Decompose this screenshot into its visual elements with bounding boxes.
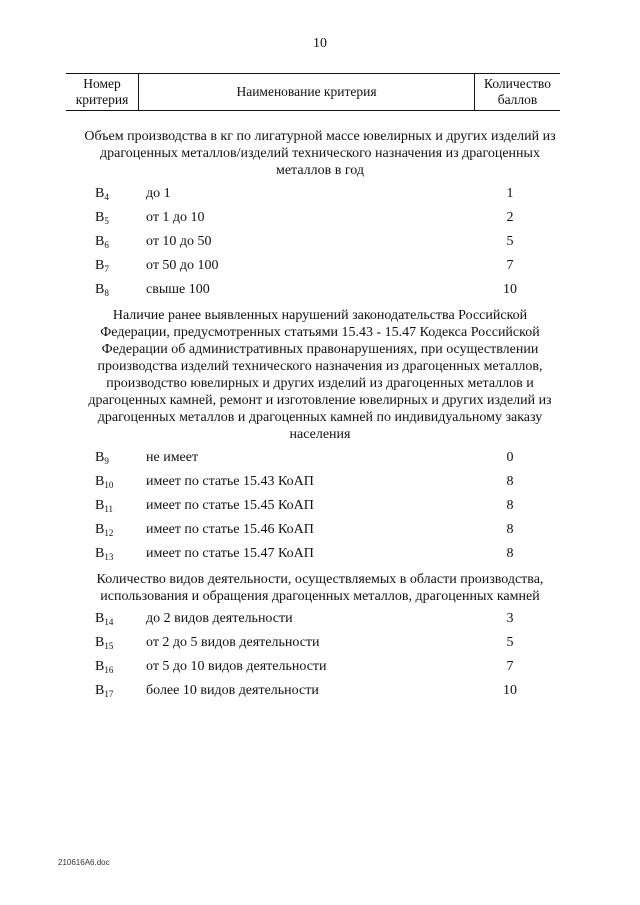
page-number: 10 xyxy=(313,36,327,51)
criterion-description: более 10 видов деятельности xyxy=(146,683,319,698)
criterion-code: $B_4$ xyxy=(95,186,109,202)
table-row xyxy=(0,234,640,252)
table-row xyxy=(0,450,640,468)
table-row xyxy=(0,611,640,629)
criterion-score: 7 xyxy=(506,258,514,273)
criterion-code: $B_{16}$ xyxy=(95,659,114,675)
criterion-code: $B_7$ xyxy=(95,258,109,274)
criterion-score: 10 xyxy=(503,282,517,297)
criterion-description: имеет по статье 15.45 КоАП xyxy=(146,498,314,513)
table-row xyxy=(0,659,640,677)
criterion-code: $B_{15}$ xyxy=(95,635,114,651)
criterion-score: 1 xyxy=(506,186,514,201)
table-row xyxy=(0,186,640,204)
table-row xyxy=(0,282,640,300)
criterion-description: до 1 xyxy=(146,186,171,201)
section-title-production-volume: Объем производства в кг по лигатурной массе ювелирных и других изделий из драгоценных металлов/изделий технического назначения из драгоценных металлов в год xyxy=(84,129,556,178)
criterion-score: 8 xyxy=(506,522,514,537)
table-row xyxy=(0,683,640,701)
criterion-description: от 5 до 10 видов деятельности xyxy=(146,659,327,674)
criterion-description: имеет по статье 15.43 КоАП xyxy=(146,474,314,489)
criterion-score: 2 xyxy=(506,210,514,225)
table-row xyxy=(0,546,640,564)
criterion-code: $B_{10}$ xyxy=(95,474,114,490)
table-header xyxy=(66,73,560,111)
criterion-description: от 10 до 50 xyxy=(146,234,212,249)
criterion-score: 5 xyxy=(506,234,514,249)
header-criterion-name: Наименование критерия xyxy=(139,74,475,110)
table-row xyxy=(0,210,640,228)
criterion-code: $B_{13}$ xyxy=(95,546,114,562)
criterion-description: от 1 до 10 xyxy=(146,210,205,225)
table-row xyxy=(0,474,640,492)
table-row xyxy=(0,498,640,516)
criterion-score: 8 xyxy=(506,474,514,489)
criterion-score: 3 xyxy=(506,611,514,626)
section-title-violations: Наличие ранее выявленных нарушений законодательства Российской Федерации, предусмотренных статьями 15.43 - 15.47 Кодекса Российской Федерации об административных правонарушениях, при осуществлении производства изделий технического назначения из драгоценных металлов, производство ювелирных и других изделий из драгоценных металлов и драгоценных камней, ремонт и изготовление ювелирных и других изделий из драгоценных металлов и драгоценных камней по индивидуальному заказу населения xyxy=(88,308,552,442)
header-criterion-number: Номер критерия xyxy=(66,74,139,110)
document-file-code: 210616A6.doc xyxy=(58,858,110,867)
criterion-code: $B_9$ xyxy=(95,450,109,466)
criterion-score: 8 xyxy=(506,498,514,513)
table-row xyxy=(0,522,640,540)
criterion-code: $B_{12}$ xyxy=(95,522,114,538)
criterion-score: 0 xyxy=(506,450,514,465)
table-row xyxy=(0,258,640,276)
criterion-score: 8 xyxy=(506,546,514,561)
criterion-code: $B_5$ xyxy=(95,210,109,226)
criterion-score: 10 xyxy=(503,683,517,698)
header-score: Количество баллов xyxy=(484,76,551,107)
criterion-description: до 2 видов деятельности xyxy=(146,611,293,626)
criterion-code: $B_8$ xyxy=(95,282,109,298)
table-row xyxy=(0,635,640,653)
criterion-description: свыше 100 xyxy=(146,282,210,297)
criterion-code: $B_{14}$ xyxy=(95,611,114,627)
criterion-code: $B_{17}$ xyxy=(95,683,114,699)
criterion-description: имеет по статье 15.46 КоАП xyxy=(146,522,314,537)
section-title-activity-types: Количество видов деятельности, осуществляемых в области производства, использования и обращения драгоценных металлов, драгоценных камней xyxy=(96,572,544,604)
criterion-description: не имеет xyxy=(146,450,199,465)
criterion-description: от 50 до 100 xyxy=(146,258,219,273)
criterion-code: $B_{11}$ xyxy=(95,498,114,514)
criterion-description: имеет по статье 15.47 КоАП xyxy=(146,546,314,561)
criterion-score: 7 xyxy=(506,659,514,674)
criterion-description: от 2 до 5 видов деятельности xyxy=(146,635,320,650)
criterion-code: $B_6$ xyxy=(95,234,109,250)
criterion-score: 5 xyxy=(506,635,514,650)
